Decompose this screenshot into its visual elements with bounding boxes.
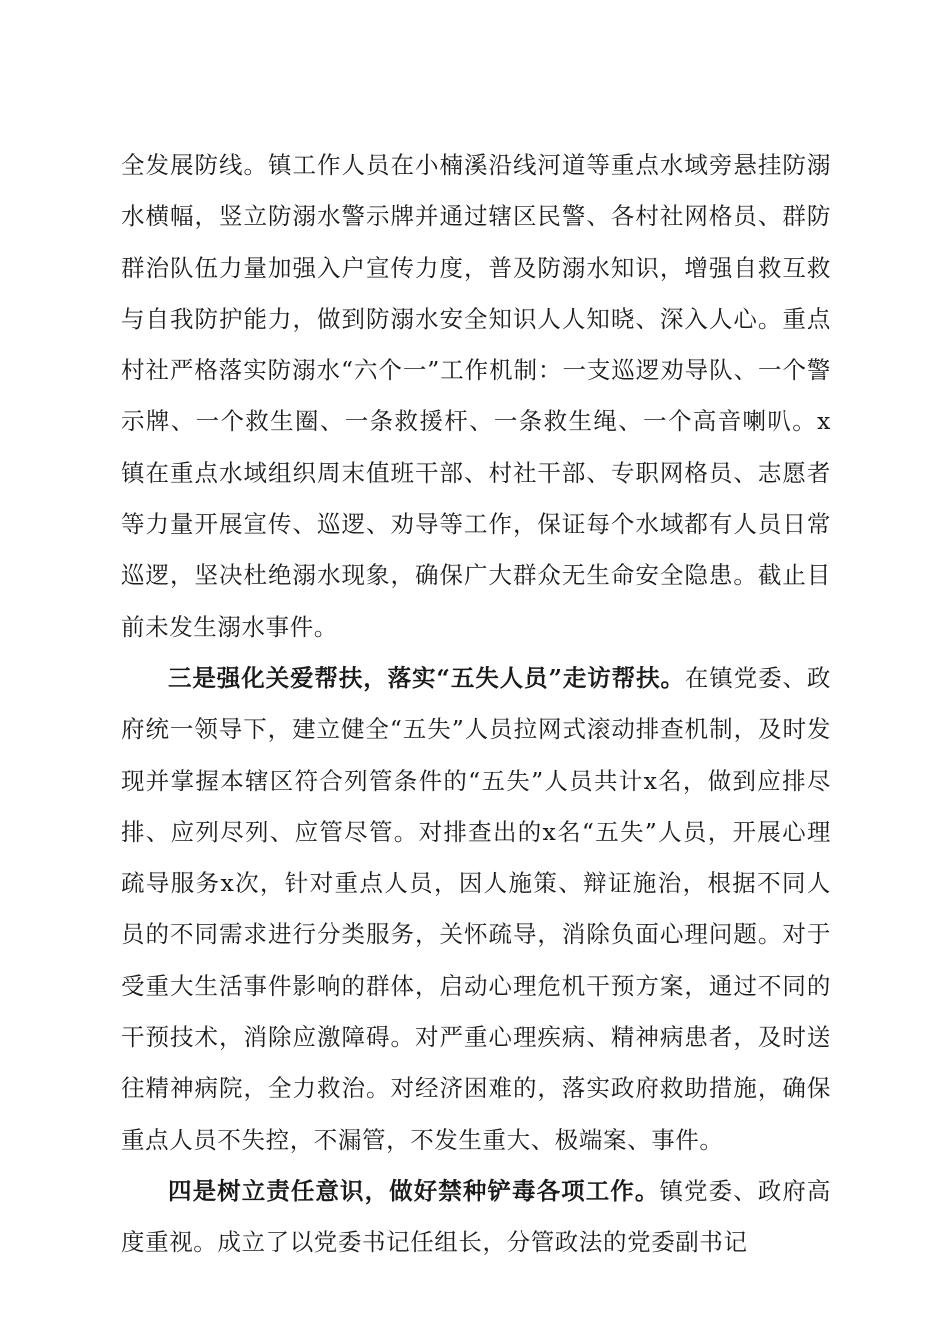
paragraph-section-four (121, 1166, 831, 1269)
document-body (121, 140, 831, 1269)
paragraph-lead-heading: 四是树立责任意识，做好禁种铲毒各项工作。 (168, 1176, 660, 1205)
paragraph-continued (121, 140, 831, 653)
paragraph-lead-heading: 三是强化关爱帮扶，落实“五失人员”走访帮扶。 (168, 663, 685, 692)
paragraph-text: 全发展防线。镇工作人员在小楠溪沿线河道等重点水域旁悬挂防溺水横幅，竖立防溺水警示牌并通过辖区民警、各村社网格员、群防群治队伍力量加强入户宣传力度，普及防溺水知识，增强自救互救与自我防护能力，做到防溺水安全知识人人知晓、深入人心。重点村社严格落实防溺水“六个一”工作机制：一支巡逻劝导队、一个警示牌、一个救生圈、一条救援杆、一条救生绳、一个高音喇叭。x镇在重点水域组织周末值班干部、村社干部、专职网格员、志愿者等力量开展宣传、巡逻、劝导等工作，保证每个水域都有人员日常巡逻，坚决杜绝溺水现象，确保广大群众无生命安全隐患。截止目前未发生溺水事件。 (121, 151, 831, 641)
paragraph-text: 镇党委、政府高度重视。成立了以党委书记任组长，分管政法的党委副书记 (121, 1176, 832, 1257)
paragraph-section-three (121, 653, 831, 1166)
paragraph-text: 在镇党委、政府统一领导下，建立健全“五失”人员拉网式滚动排查机制，及时发现并掌握本辖区符合列管条件的“五失”人员共计x名，做到应排尽排、应列尽列、应管尽管。对排查出的x名“五失”人员，开展心理疏导服务x次，针对重点人员，因人施策、辩证施治，根据不同人员的不同需求进行分类服务，关怀疏导，消除负面心理问题。对于受重大生活事件影响的群体，启动心理危机干预方案，通过不同的干预技术，消除应激障碍。对严重心理疾病、精神病患者，及时送往精神病院，全力救治。对经济困难的，落实政府救助措施，确保重点人员不失控，不漏管，不发生重大、极端案、事件。 (121, 663, 832, 1154)
